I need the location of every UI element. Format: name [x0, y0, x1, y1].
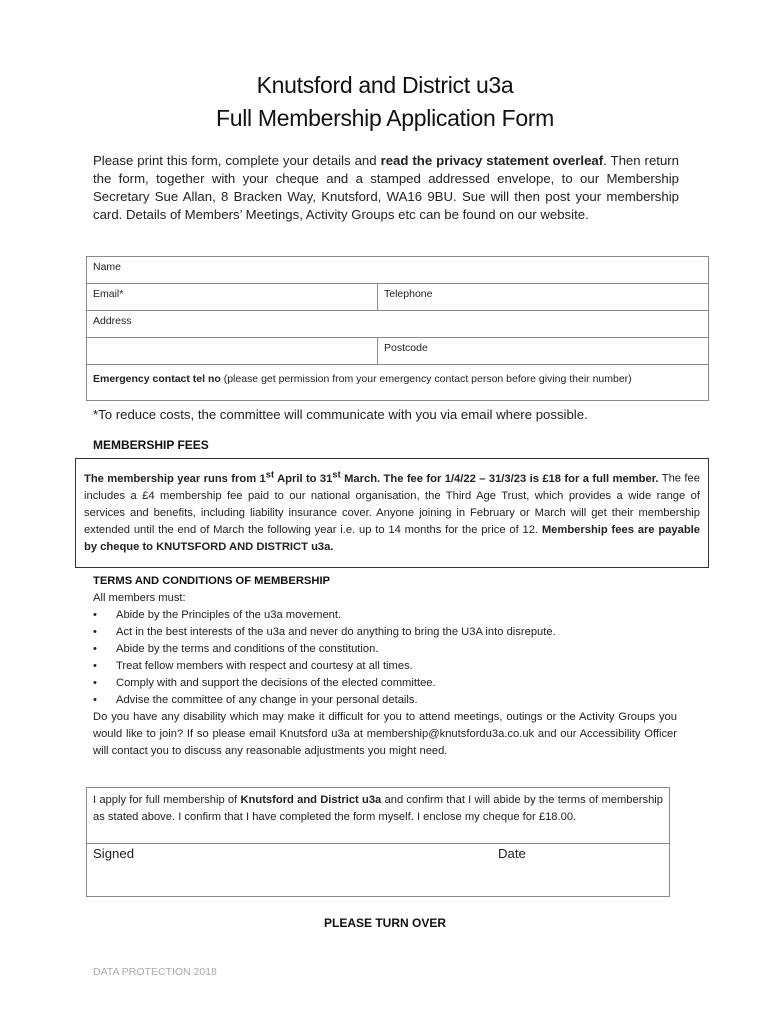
application-declaration-box: [86, 787, 670, 897]
terms-list-item: • Advise the committee of any change in your personal details.: [93, 692, 677, 709]
name-label: Name: [93, 261, 122, 273]
fees-payment-note: Membership fees are payable by cheque to KNUTSFORD AND DISTRICT u3a.: [84, 523, 700, 553]
fees-sup-2: st: [332, 469, 341, 479]
address-continuation-field[interactable]: [87, 338, 378, 365]
declaration-text: I apply for full membership of Knutsford and District u3a and confirm that I will abide by the terms of membership as stated above. I confirm that I have completed the form myself. I enclose my cheque for £18.00.: [93, 794, 663, 823]
fees-bold-a: The membership year runs from 1st April to 31st March. The fee for 1/4/22 – 31/3/23 is £18 for a full member.: [84, 469, 659, 485]
postcode-field[interactable]: [378, 338, 709, 365]
name-field[interactable]: [87, 257, 709, 284]
disability-paragraph: Do you have any disability which may make it difficult for you to attend meetings, outings or the Activity Groups you would like to join? If so please email Knutsford u3a at membership@knutsfordu3a.co.uk and our Accessibility Officer will contact you to discuss any reasonable adjustments you might need.: [93, 711, 677, 757]
telephone-field[interactable]: [378, 284, 709, 311]
emergency-contact-label: Emergency contact tel no: [93, 373, 221, 385]
email-label: Email*: [93, 288, 124, 300]
declaration-divider: [87, 843, 669, 844]
footer-data-protection: DATA PROTECTION 2018: [93, 966, 217, 978]
terms-heading: TERMS AND CONDITIONS OF MEMBERSHIP: [93, 575, 331, 587]
privacy-statement-emphasis: read the privacy statement overleaf: [380, 153, 604, 168]
intro-text-2: . Then return the form, together with your cheque and a stamped addressed envelope, to our Membership Secretary Sue Allan, 8 Bracken Way, Knutsford, WA16 9BU. Sue will then post your membership card. Details of Members’ Meetings, Activity Groups etc can be found on our website.: [93, 153, 680, 222]
address-field[interactable]: [87, 311, 709, 338]
terms-list-item: • Abide by the Principles of the u3a movement.: [93, 607, 677, 624]
telephone-label: Telephone: [384, 288, 433, 300]
form-title-organisation: Knutsford and District u3a: [256, 72, 514, 98]
terms-section: [93, 573, 677, 760]
signed-field[interactable]: Signed: [93, 846, 135, 861]
terms-list-item: • Abide by the terms and conditions of the constitution.: [93, 641, 677, 658]
please-turn-over: PLEASE TURN OVER: [323, 916, 446, 930]
emergency-contact-field[interactable]: [87, 365, 709, 401]
personal-details-table: [86, 256, 709, 401]
emergency-contact-note: (please get permission from your emergency contact person before giving their number): [220, 373, 632, 385]
fees-text: The fee includes a £4 membership fee paid to our national organisation, the Third Age Trust, which provides a wide range of services and benefits, including liability insurance cover. Anyone joining in February or March will get their membership extended until the end of March the following year i.e. up to 14 months for the price of 12.: [84, 472, 700, 536]
intro-paragraph: [93, 152, 679, 224]
organisation-name-emphasis: Knutsford and District u3a: [240, 794, 382, 806]
email-field[interactable]: [87, 284, 378, 311]
intro-text-1: Please print this form, complete your details and: [93, 153, 381, 168]
fees-sup-1: st: [265, 469, 275, 479]
form-title: Full Membership Application Form: [215, 105, 555, 131]
postcode-label: Postcode: [384, 342, 428, 354]
membership-fees-box: [75, 458, 709, 568]
terms-list-item: • Act in the best interests of the u3a and never do anything to bring the U3A into disrepute.: [93, 624, 677, 641]
date-field[interactable]: Date: [498, 846, 526, 861]
address-label: Address: [93, 315, 132, 327]
terms-list: [93, 607, 677, 709]
email-communication-note: *To reduce costs, the committee will communicate with you via email where possible.: [93, 407, 588, 422]
terms-intro: All members must:: [93, 592, 186, 604]
terms-list-item: • Treat fellow members with respect and courtesy at all times.: [93, 658, 677, 675]
terms-list-item: • Comply with and support the decisions of the elected committee.: [93, 675, 677, 692]
membership-fees-heading: MEMBERSHIP FEES: [93, 438, 209, 452]
